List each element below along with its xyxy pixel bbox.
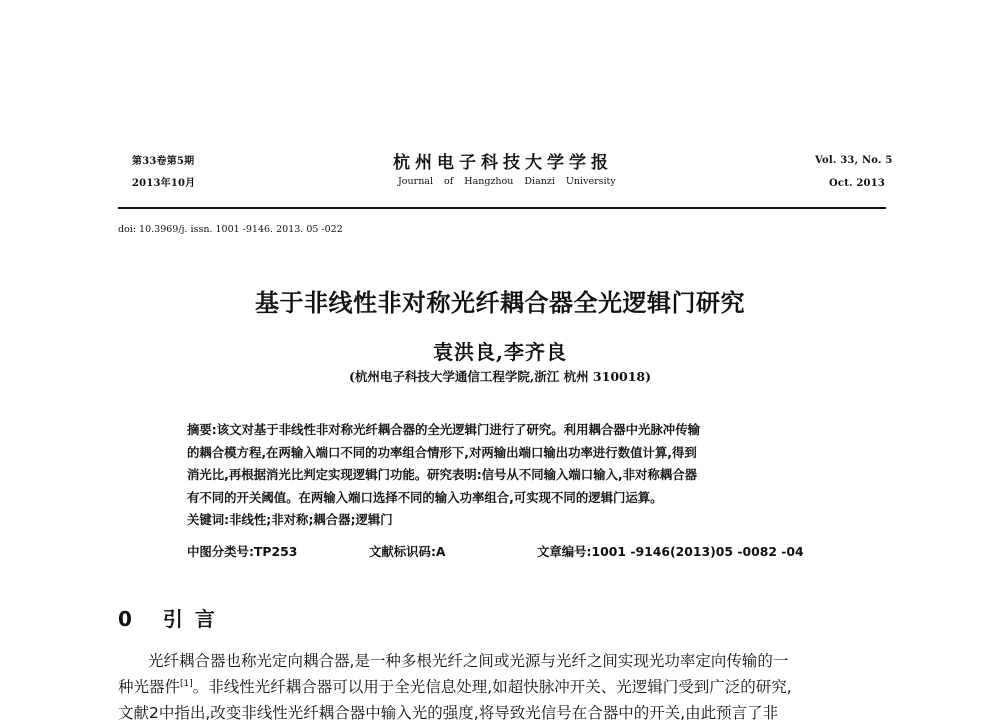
document-code [369,542,446,560]
volume-number: Vol. 33, No. 5 [815,155,893,166]
author-affiliation: (杭州电子科技大学通信工程学院,浙江 杭州 310018) [348,369,652,384]
section-heading [118,603,227,632]
section-title: 引言 [162,607,227,631]
abstract-line: 有不同的开关阈值。在两输入端口选择不同的输入功率组合,可实现不同的逻辑门运算。 [187,489,663,505]
keywords-label: 关键词: [187,512,230,527]
abstract-line: 消光比,再根据消光比判定实现逻辑门功能。研究表明:信号从不同输入端口输入,非对称耦合器 [187,467,697,482]
article-number-value: 1001 -9146(2013)05 -0082 -04 [591,544,804,559]
section-number: 0 [118,607,144,631]
doi-line: doi: 10.3969/j. issn. 1001 -9146. 2013. 05 -022 [118,224,343,235]
abstract-label: 摘要: [187,422,217,437]
document-code-label: 文献标识码: [369,544,436,559]
journal-title-cn: 杭州电子科技大学学报 [393,153,613,173]
author-names: 袁洪良,李齐良 [433,340,567,364]
classification-code [187,542,297,560]
classification-label: 中图分类号: [187,544,254,559]
body-text: 。非线性光纤耦合器可以用于全光信息处理,如超快脉冲开关、光逻辑门受到广泛的研究, [192,678,792,696]
body-paragraph-line: 文献2中指出,改变非线性光纤耦合器中输入光的强度,将导致光信号在合器中的开关,由此预言了非 [118,704,779,722]
citation-ref: [1] [180,678,193,689]
classification-row [187,542,827,562]
body-paragraph-line: 光纤耦合器也称光定向耦合器,是一种多根光纤之间或光源与光纤之间实现光功率定向传输的一 [148,652,789,670]
abstract-line [187,419,817,442]
paper-title: 基于非线性非对称光纤耦合器全光逻辑门研究 [255,289,745,317]
abstract-text: 该文对基于非线性非对称光纤耦合器的全光逻辑门进行了研究。利用耦合器中光脉冲传输 [216,422,700,437]
abstract-line: 的耦合模方程,在两输入端口不同的功率组合情形下,对两输出端口输出功率进行数值计算,得到 [187,444,697,460]
issue-number: 第33卷第5期 [132,156,195,167]
document-code-value: A [435,544,446,559]
body-paragraph-line [118,676,888,698]
classification-value: TP253 [253,544,298,559]
article-number [537,542,804,560]
body-text: 种光器件 [118,678,181,696]
keywords-text: 非线性;非对称;耦合器;逻辑门 [229,512,393,527]
keywords-line [187,509,817,532]
publication-month: Oct. 2013 [829,178,886,189]
journal-title-en: Journal of Hangzhou Dianzi University [398,176,616,187]
issue-date: 2013年10月 [132,178,196,189]
article-number-label: 文章编号: [537,544,592,559]
header-rule [118,207,886,209]
abstract [187,419,817,532]
